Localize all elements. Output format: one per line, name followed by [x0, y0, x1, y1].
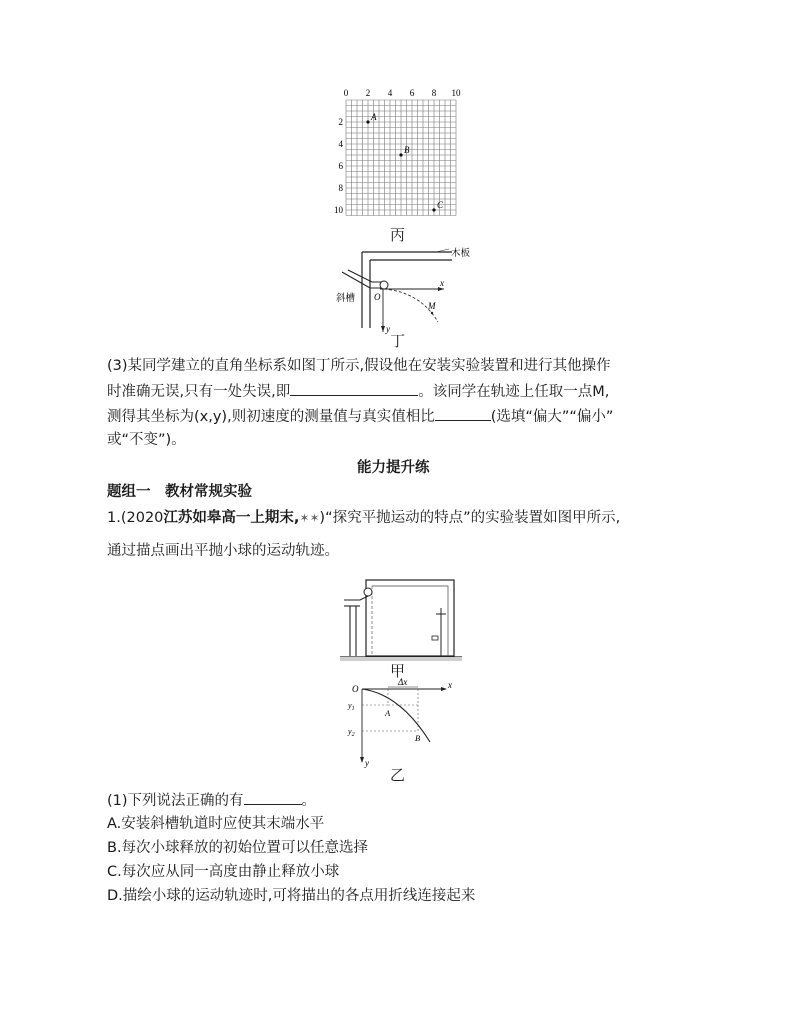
option-b: B.每次小球释放的初始位置可以任意选择	[107, 840, 369, 856]
group-title: 题组一 教材常规实验	[107, 484, 252, 500]
figure-jia-caption: 甲	[390, 662, 406, 680]
q1-line-1a: 1.(2020	[107, 510, 164, 526]
option-d: D.描绘小球的运动轨迹时,可将描出的各点用折线连接起来	[107, 888, 476, 904]
q1-line-1c: )“探究平抛运动的特点”的实验装置如图甲所示,	[319, 510, 621, 526]
x-tick-label: 0	[343, 88, 349, 98]
point-b-label: B	[404, 145, 410, 155]
section-title: 能力提升练	[357, 460, 430, 476]
q3-line-1: (3)某同学建立的直角坐标系如图丁所示,假设他在安装实验装置和进行其他操作	[107, 358, 611, 374]
y-axis-label: y	[386, 324, 390, 334]
point-a-label: A	[371, 112, 377, 122]
q1-line-2: 通过描点画出平抛小球的运动轨迹。	[107, 543, 339, 559]
y-tick-label: 10	[334, 205, 343, 215]
x-tick-label: 10	[451, 88, 461, 98]
q3-line-2a: 时准确无误,只有一处失误,即	[107, 384, 291, 400]
answer-blank-options[interactable]	[244, 790, 302, 805]
figure-ding-caption: 丁	[390, 332, 406, 350]
y-axis-label: y	[365, 758, 369, 768]
y1-label: $y_1$	[348, 701, 355, 712]
option-a: A.安装斜槽轨道时应使其末端水平	[107, 816, 325, 832]
sub1-stem	[107, 790, 316, 811]
figure-yi-caption: 乙	[390, 766, 406, 784]
board-label: 木板	[451, 249, 471, 259]
q3-line-4: 或“不变”)。	[107, 432, 186, 448]
q1-source: 江苏如皋高一上期末,	[163, 510, 300, 526]
origin-label: O	[374, 292, 381, 302]
x-tick-label: 8	[431, 88, 437, 98]
x-tick-label: 6	[409, 88, 415, 98]
origin-label: O	[352, 684, 359, 694]
sub1-stem-text: (1)下列说法正确的有	[107, 793, 244, 809]
y-tick-label: 4	[338, 139, 343, 149]
difficulty-star-icon: ✶✶	[299, 511, 320, 525]
point-a-label: A	[385, 708, 391, 718]
q3-line-3a: 测得其坐标为(x,y),则初速度的测量值与真实值相比	[107, 409, 435, 425]
point-c-label: C	[437, 200, 444, 210]
groove-label: 斜槽	[336, 294, 356, 304]
x-axis-label: x	[440, 278, 444, 288]
y-tick-label: 2	[338, 117, 343, 127]
sub1-stem-end: 。	[301, 793, 317, 809]
option-c: C.每次应从同一高度由静止释放小球	[107, 864, 340, 880]
figure-bing-caption: 丙	[390, 226, 406, 244]
point-m-label: M	[428, 301, 436, 311]
point-b-label: B	[415, 733, 421, 743]
delta-x-label: Δx	[398, 677, 408, 687]
x-tick-label: 4	[387, 88, 393, 98]
q3-line-2b: 。该同学在轨迹上任取一点M,	[418, 384, 610, 400]
x-tick-label: 2	[365, 88, 371, 98]
y2-label: $y_2$	[348, 727, 355, 738]
x-axis-label: x	[448, 680, 452, 690]
y-tick-label: 8	[338, 183, 343, 193]
q3-line-3b: (选填“偏大”“偏小”	[490, 409, 614, 425]
y-tick-label: 6	[338, 161, 343, 171]
